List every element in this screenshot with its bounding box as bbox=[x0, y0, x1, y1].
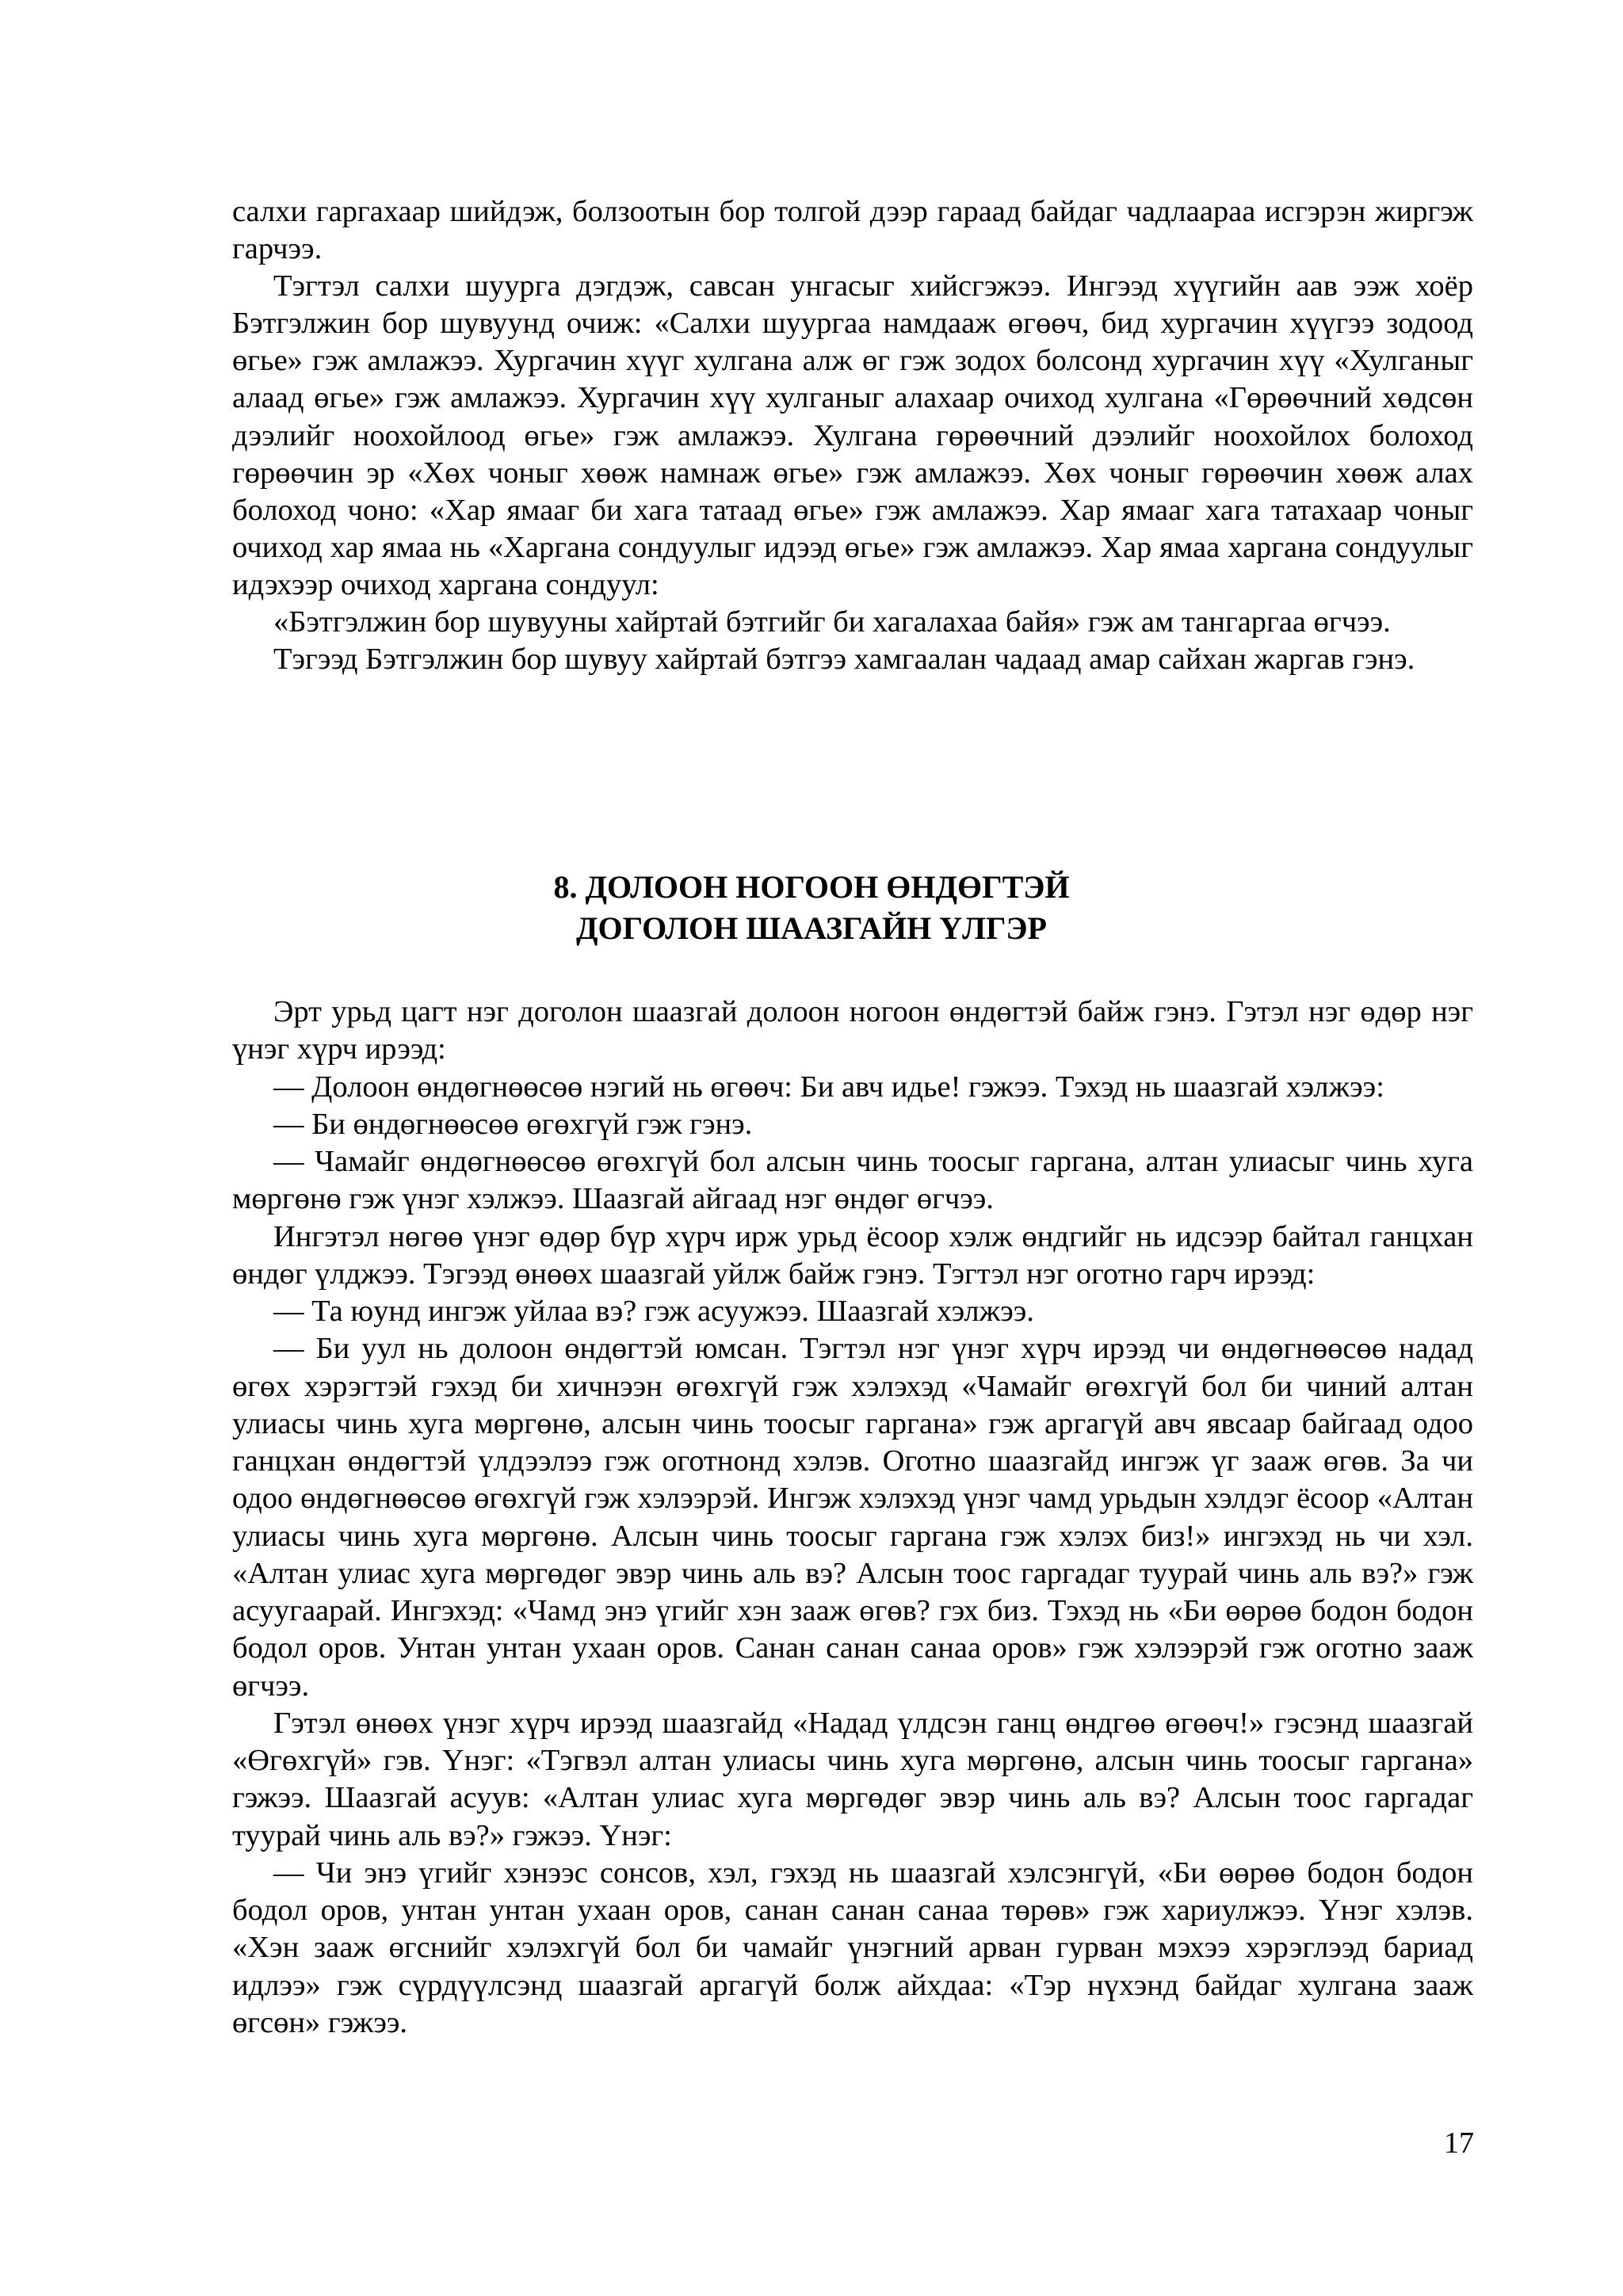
paragraph: — Та юунд ингэж уйлаа вэ? гэж асуужээ. Шаазгай хэлжээ. bbox=[273, 1295, 1034, 1328]
paragraph: — Би уул нь долоон өндөгтэй юмсан. Тэгтэл нэг үнэг хүрч ирээд чи өндөгнөөсөө надад өгөх хэрэгтэй гэхэд би хичнээн өгөхгүй гэж хэлэхэд «Чамайг өгөхгүй бол би чиний алтан улиасы чинь хуга мөргөнө, алсын чинь тоосыг гаргана» гэж аргагүй авч явсаар байгаад одоо ганцхан өндөгтэй үлдээлээ гэж оготнонд хэлэв. Оготно шаазгайд ингэж үг зааж өгөв. За чи одоо өндөгнөөсөө өгөхгүй гэж хэлээрэй. Ингэж хэлэхэд үнэг чамд урьдын хэлдэг ёсоор «Алтан улиасы чинь хуга мөргөнө. Алсын чинь тоосыг гаргана гэж хэлэх биз!» ингэхэд нь чи хэл. «Алтан улиас хуга мөргөдөг эвэр чинь аль вэ? Алсын тоос гаргадаг туурай чинь аль вэ?» гэж асуугаарай. Ингэхэд: «Чамд энэ үгийг хэн зааж өгөв? гэх биз. Тэхэд нь «Би өөрөө бодон бодон бодол оров. Унтан унтан ухаан оров. Санан санан санаа оров» гэж хэлээрэй гэж оготно зааж өгчээ. bbox=[232, 1332, 1473, 1703]
top-text-block bbox=[232, 193, 1473, 678]
paragraph: — Би өндөгнөөсөө өгөхгүй гэж гэнэ. bbox=[273, 1107, 753, 1141]
paragraph: салхи гаргахаар шийдэж, болзоотын бор толгой дээр гараад байдаг чадлаараа исгэрэн жиргэж гарчээ. bbox=[232, 195, 1473, 266]
story-title bbox=[0, 867, 1623, 949]
paragraph: Эрт урьд цагт нэг доголон шаазгай долоон ногоон өндөгтэй байж гэнэ. Гэтэл нэг өдөр нэг үнэг хүрч ирээд: bbox=[232, 995, 1473, 1066]
page-number: 17 bbox=[1444, 2126, 1474, 2160]
story-title-line-2: ДОГОЛОН ШААЗГАЙН ҮЛГЭР bbox=[576, 910, 1047, 946]
paragraph: Гэтэл өнөөх үнэг хүрч ирээд шаазгайд «Надад үлдсэн ганц өндгөө өгөөч!» гэсэнд шаазгай «Өгөхгүй» гэв. Үнэг: «Тэгвэл алтан улиасы чинь хуга мөргөнө, алсын чинь тоосыг гаргана» гэжээ. Шаазгай асуув: «Алтан улиас хуга мөргөдөг эвэр чинь аль вэ? Алсын тоос гаргадаг туурай чинь аль вэ?» гэжээ. Үнэг: bbox=[232, 1706, 1473, 1852]
story-text-block bbox=[232, 994, 1473, 2042]
story-title-line-1: 8. ДОЛООН НОГООН ӨНДӨГТЭЙ bbox=[553, 869, 1070, 905]
paragraph: «Бэтгэлжин бор шувууны хайртай бэтгийг би хагалахаа байя» гэж ам тангаргаа өгчээ. bbox=[273, 605, 1391, 639]
paragraph: Ингэтэл нөгөө үнэг өдөр бүр хүрч ирж урьд ёсоор хэлж өндгийг нь идсээр байтал ганцхан өндөг үлджээ. Тэгээд өнөөх шаазгай уйлж байж гэнэ. Тэгтэл нэг оготно гарч ирээд: bbox=[232, 1219, 1473, 1291]
paragraph: — Чи энэ үгийг хэнээс сонсов, хэл, гэхэд нь шаазгай хэлсэнгүй, «Би өөрөө бодон бодон бодол оров, унтан унтан ухаан оров, санан санан санаа төрөв» гэж хариулжээ. Үнэг хэлэв. «Хэн зааж өгснийг хэлэхгүй бол би чамайг үнэгний арван гурван мэхээ хэрэглээд бариад идлээ» гэж сүрдүүлсэнд шаазгай аргагүй болж айхдаа: «Тэр нүхэнд байдаг хулгана зааж өгсөн» гэжээ. bbox=[232, 1855, 1473, 2039]
paragraph: — Долоон өндөгнөөсөө нэгий нь өгөөч: Би авч идье! гэжээ. Тэхэд нь шаазгай хэлжээ: bbox=[273, 1070, 1384, 1104]
paragraph: — Чамайг өндөгнөөсөө өгөхгүй бол алсын чинь тоосыг гаргана, алтан улиасыг чинь хуга мөргөнө гэж үнэг хэлжээ. Шаазгай айгаад нэг өндөг өгчээ. bbox=[232, 1145, 1473, 1216]
paragraph: Тэгээд Бэтгэлжин бор шувуу хайртай бэтгээ хамгаалан чадаад амар сайхан жаргав гэнэ. bbox=[273, 643, 1415, 677]
paragraph: Тэгтэл салхи шуурга дэгдэж, савсан унгасыг хийсгэжээ. Ингээд хүүгийн аав ээж хоёр Бэтгэлжин бор шувуунд очиж: «Салхи шуургаа намдааж өгөөч, бид хургачин хүүгээ зодоод өгье» гэж амлажээ. Хургачин хүүг хулгана алж өг гэж зодох болсонд хургачин хүү «Хулганыг алаад өгье» гэж амлажээ. Хургачин хүү хулганыг алахаар очиход хулгана «Гөрөөчний хөдсөн дээлийг ноохойлоод өгье» гэж амлажээ. Хулгана гөрөөчний дээлийг ноохойлох болоход гөрөөчин эр «Хөх чоныг хөөж намнаж өгье» гэж амлажээ. Хөх чоныг гөрөөчин хөөж алах болоход чоно: «Хар ямааг би хага татаад өгье» гэж амлажээ. Хар ямааг хага татахаар чоныг очиход хар ямаа нь «Харгана сондуулыг идээд өгье» гэж амлажээ. Хар ямаа харгана сондуулыг идэхээр очиход харгана сондуул: bbox=[232, 269, 1473, 601]
